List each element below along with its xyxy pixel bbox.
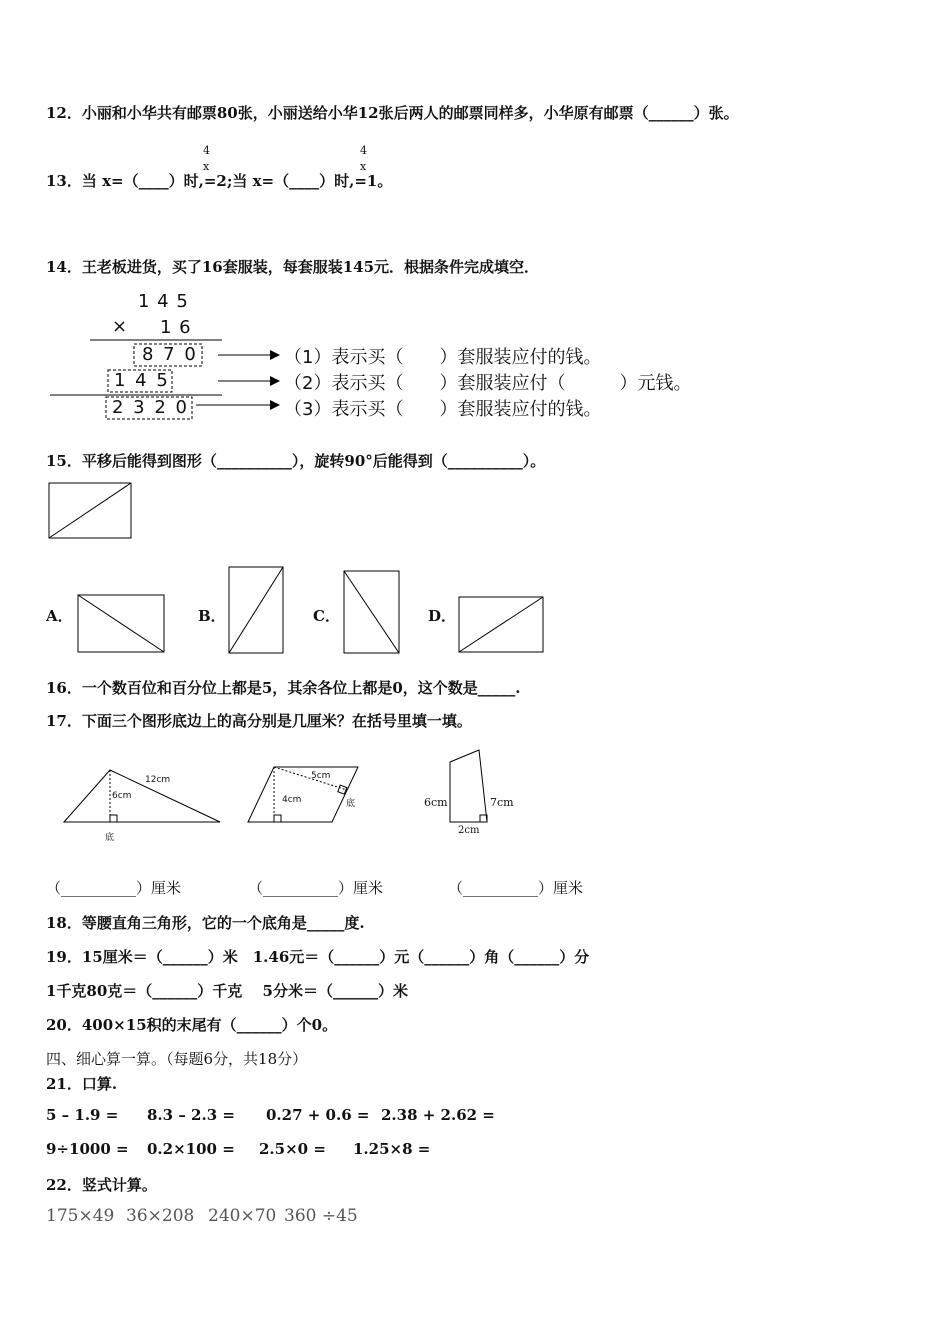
q17-triangle-figure (64, 770, 220, 822)
q21-row2-item-2: 0.2×100 = (147, 1140, 235, 1158)
q22-problem-1: 175×49 (46, 1206, 115, 1226)
question-22-title: 22．竖式计算。 (46, 1176, 157, 1194)
q21-row2-item-4: 1.25×8 = (353, 1140, 431, 1158)
q14-partial-product-1: 8 7 0 (142, 344, 198, 365)
q14-label-2: （2）表示买（ ）套服装应付（ ）元钱。 (284, 373, 692, 394)
question-12: 12．小丽和小华共有邮票80张，小丽送给小华12张后两人的邮票同样多，小华原有邮票（______）张。 (46, 104, 739, 122)
q21-row1-item-2: 8.3 – 2.3 = (147, 1106, 235, 1124)
q22-problem-4: 360 ÷45 (284, 1206, 358, 1226)
q22-problem-3: 240×70 (208, 1206, 277, 1226)
q13-fraction-2-den: x (360, 160, 367, 173)
q17-fig2-side-label: 5cm (311, 771, 331, 781)
q15-option-d-label: D． (428, 607, 457, 625)
q21-row1-item-3: 0.27 + 0.6 = (266, 1106, 370, 1124)
q13-fraction-1-num: 4 (203, 144, 210, 157)
q21-row1-item-1: 5 – 1.9 = (46, 1106, 119, 1124)
q14-product: 2 3 2 0 (112, 397, 189, 418)
q14-label-3: （3）表示买（ ）套服装应付的钱。 (284, 399, 602, 420)
q17-fig1-side-label: 12cm (145, 775, 171, 785)
q17-answer-2: （__________）厘米 (248, 879, 384, 897)
q13-part2: =2;当 x=（____）时, (203, 172, 355, 190)
q17-fig2-height-label: 4cm (282, 795, 302, 805)
q15-option-a-label: A． (46, 607, 73, 625)
question-15-title: 15．平移后能得到图形（__________），旋转90°后能得到（__________）。 (46, 452, 546, 470)
q17-fig1-base-label: 底 (105, 833, 115, 843)
q21-row1-item-4: 2.38 + 2.62 = (381, 1106, 495, 1124)
q13-part3: =1。 (354, 172, 393, 190)
question-19-line-1: 19．15厘米＝（______）米 1.46元＝（______）元（______）角（______）分 (46, 948, 590, 966)
q14-multiplicand: 1 4 5 (138, 291, 189, 312)
q17-trapezoid-figure (450, 750, 487, 822)
question-21-title: 21．口算. (46, 1075, 118, 1093)
q21-row2-item-1: 9÷1000 = (46, 1140, 129, 1158)
q14-multiplier: 1 6 (160, 317, 192, 338)
q13-part1: 13．当 x=（____）时, (46, 172, 204, 190)
q15-option-c-label: C． (313, 607, 340, 625)
q17-fig2-base-label: 底 (346, 799, 356, 809)
question-20: 20．400×15积的末尾有（______）个0。 (46, 1016, 338, 1034)
q21-row2-item-3: 2.5×0 = (259, 1140, 326, 1158)
section-4-heading: 四、细心算一算。（每题6分，共18分） (46, 1050, 308, 1068)
q14-partial-product-2: 1 4 5 (114, 370, 170, 391)
q17-fig3-bottom-label: 2cm (458, 825, 480, 836)
q15-option-b-label: B． (198, 607, 226, 625)
q13-fraction-1-den: x (203, 160, 210, 173)
q17-fig3-left-label: 6cm (424, 796, 448, 809)
q17-answer-3: （__________）厘米 (448, 879, 584, 897)
question-14-title: 14．王老板进货，买了16套服装，每套服装145元．根据条件完成填空． (46, 258, 540, 276)
q13-fraction-2-num: 4 (360, 144, 367, 157)
question-17-title: 17．下面三个图形底边上的高分别是几厘米？在括号里填一填。 (46, 712, 472, 730)
q17-fig1-height-label: 6cm (112, 791, 132, 801)
question-19-line-2: 1千克80克＝（______）千克 5分米＝（______）米 (46, 982, 408, 1000)
q17-parallelogram-figure (248, 767, 358, 822)
question-18: 18．等腰直角三角形，它的一个底角是_____度. (46, 914, 365, 932)
q22-problem-2: 36×208 (126, 1206, 195, 1226)
question-16: 16．一个数百位和百分位上都是5，其余各位上都是0，这个数是_____. (46, 679, 521, 697)
q14-times-sign: × (112, 316, 128, 337)
q14-label-1: （1）表示买（ ）套服装应付的钱。 (284, 347, 602, 368)
q17-answer-1: （__________）厘米 (46, 879, 182, 897)
q17-fig3-right-label: 7cm (490, 796, 514, 809)
